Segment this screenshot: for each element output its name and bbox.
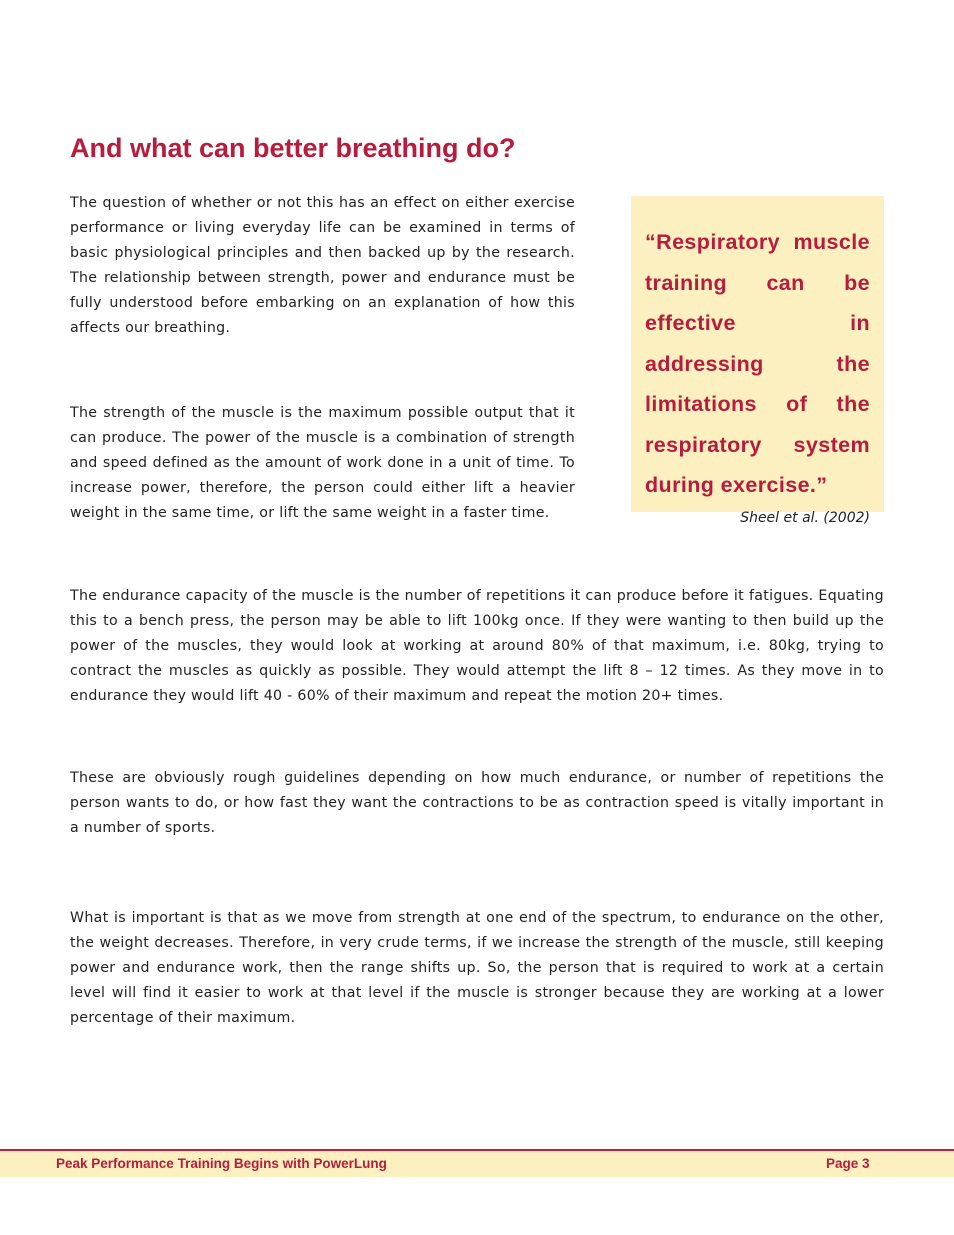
paragraph-conclusion: What is important is that as we move from strength at one end of the spectrum, to endurance on the other, the weight decreases. Therefore, in very crude terms, if we increase the strength of the muscle, still keeping power and endurance work, then the range shifts up. So, the person that is required to work at a certain level will find it easier to work at that level if the muscle is stronger because they are working at a lower percentage of their maximum. [70,910,884,1026]
paragraph-intro: The question of whether or not this has an effect on either exercise performance or living everyday life can be examined in terms of basic physiological principles and then backed up by the research. The relationship between strength, power and endurance must be fully understood before embarking on an explanation of how this affects our breathing. [70,195,575,336]
footer-title: Peak Performance Training Begins with PowerLung [56,1156,387,1171]
page-heading: And what can better breathing do? [70,133,516,163]
pull-quote-text: “Respiratory muscle training can be effective in addressing the limitations of the respiratory system during exercise.” [645,230,870,497]
paragraph-endurance: The endurance capacity of the muscle is the number of repetitions it can produce before it fatigues. Equating this to a bench press, the person may be able to lift 100kg once. If they were wanting to then build up the power of the muscles, they would look at working at around 80% of that maximum, i.e. 80kg, trying to contract the muscles as quickly as possible. They would attempt the lift 8 – 12 times. As they move in to endurance they would lift 40 - 60% of their maximum and repeat the motion 20+ times. [70,588,884,704]
pull-quote-box [631,196,884,526]
page-number: Page 3 [826,1156,870,1171]
paragraph-guidelines: These are obviously rough guidelines depending on how much endurance, or number of repetitions the person wants to do, or how fast they want the contractions to be as contraction speed is vitally important in a number of sports. [70,770,884,836]
pull-quote-citation: Sheel et al. (2002) [740,509,870,526]
paragraph-strength-power: The strength of the muscle is the maximum possible output that it can produce. The power of the muscle is a combination of strength and speed defined as the amount of work done in a unit of time. To increase power, therefore, the person could either lift a heavier weight in the same time, or lift the same weight in a faster time. [70,405,575,521]
